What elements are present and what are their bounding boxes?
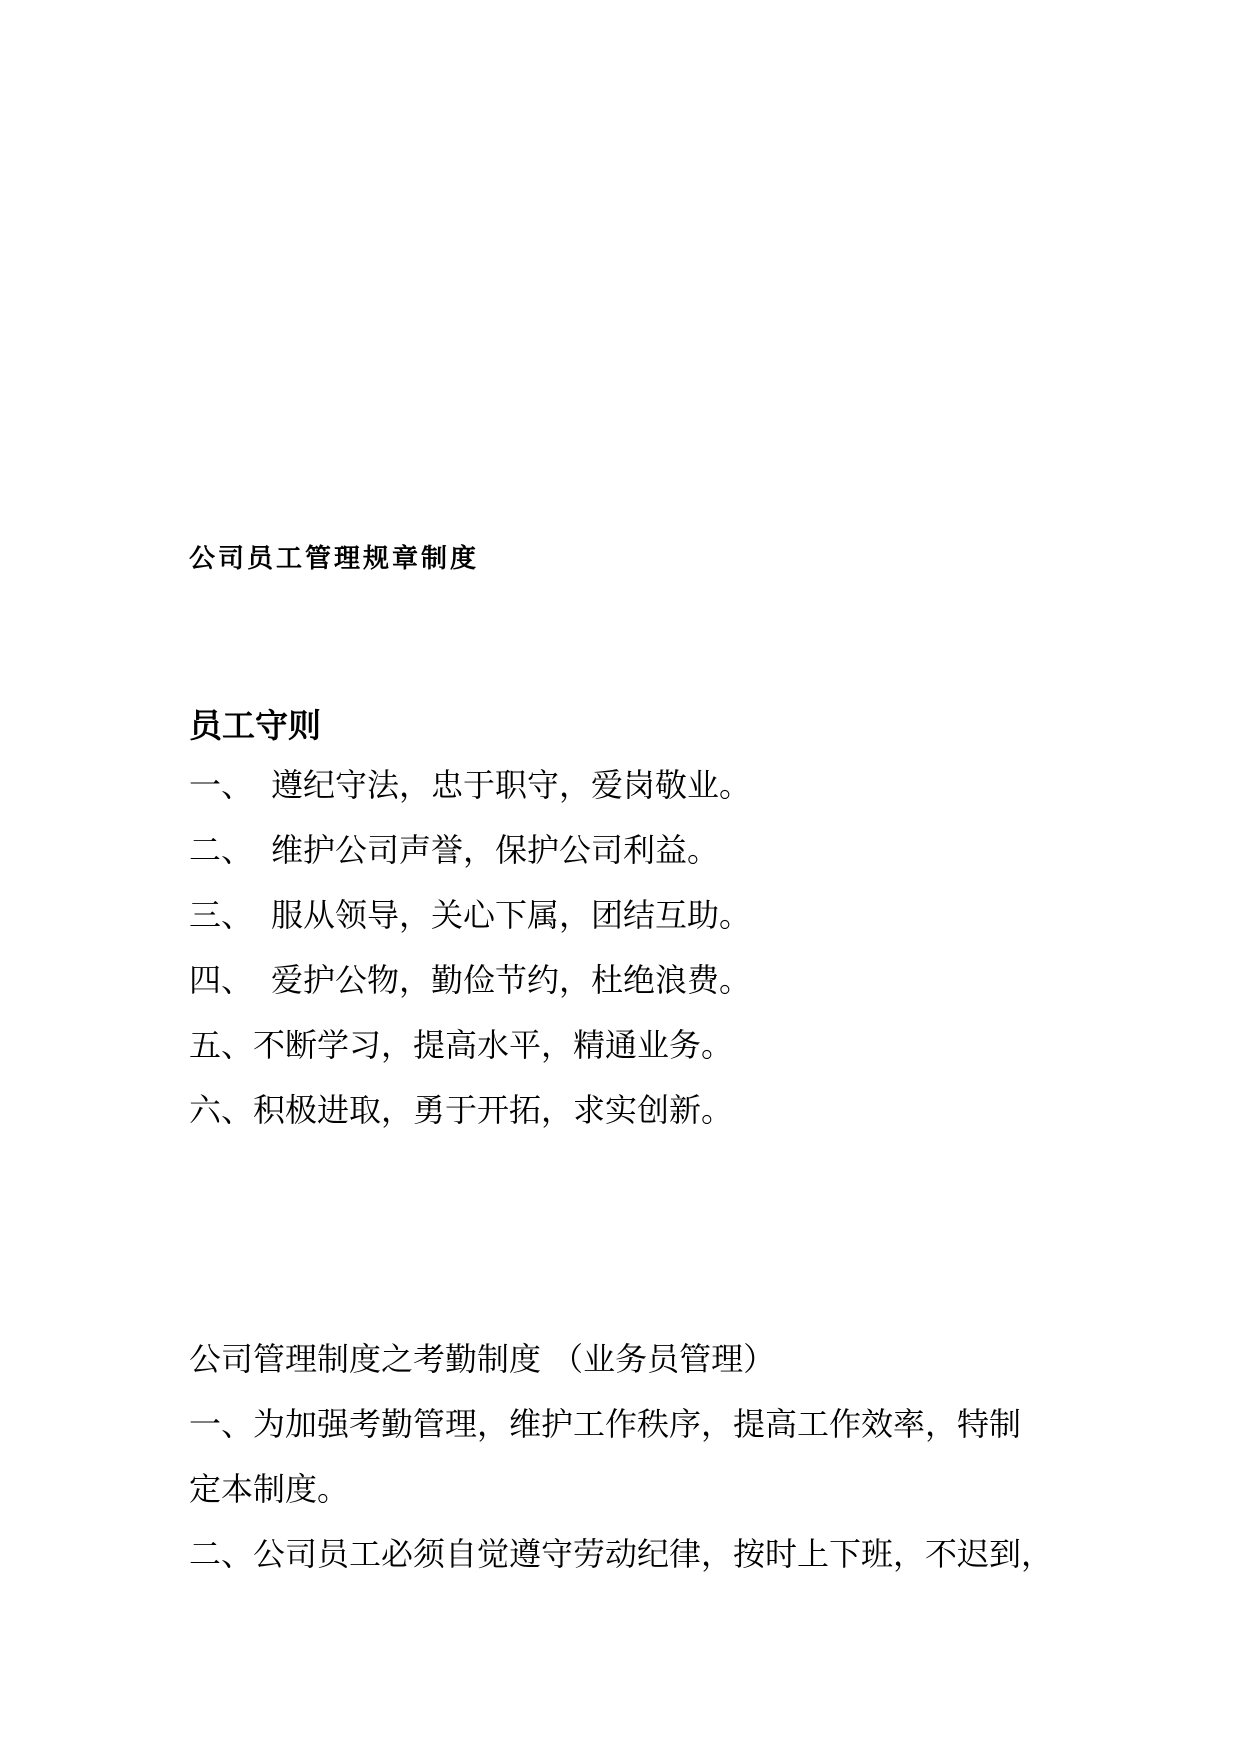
paragraph-line: 二、公司员工必须自觉遵守劳动纪律，按时上下班，不迟到，	[189, 1535, 1054, 1573]
rule-number: 四、	[189, 961, 254, 999]
rule-item	[189, 960, 751, 1000]
rule-text: 积极进取，勇于开拓，求实创新。	[253, 1091, 734, 1129]
rule-number: 一、	[189, 766, 254, 804]
rule-text: 服从领导，关心下属，团结互助。	[271, 896, 752, 934]
document-title: 公司员工管理规章制度	[189, 544, 480, 574]
rule-text: 遵纪守法，忠于职守，爱岗敬业。	[271, 766, 752, 804]
rule-item	[189, 830, 719, 870]
rule-item	[189, 1025, 733, 1065]
rule-text: 维护公司声誉，保护公司利益。	[271, 831, 720, 869]
section-heading-employee-rules: 员工守则	[189, 706, 321, 745]
rule-item	[189, 1090, 733, 1130]
rule-text: 不断学习，提高水平，精通业务。	[253, 1026, 734, 1064]
paragraph-line: 定本制度。	[189, 1470, 350, 1508]
paragraph-line: 一、为加强考勤管理，维护工作秩序，提高工作效率，特制	[189, 1405, 1022, 1443]
rule-number: 三、	[189, 896, 254, 934]
rule-number: 二、	[189, 831, 254, 869]
section-heading-attendance: 公司管理制度之考勤制度 （业务员管理）	[189, 1340, 776, 1378]
rule-number: 五、	[189, 1026, 254, 1064]
rule-text: 爱护公物，勤俭节约，杜绝浪费。	[271, 961, 752, 999]
rule-number: 六、	[189, 1091, 254, 1129]
rule-item	[189, 895, 751, 935]
rule-item	[189, 765, 751, 805]
